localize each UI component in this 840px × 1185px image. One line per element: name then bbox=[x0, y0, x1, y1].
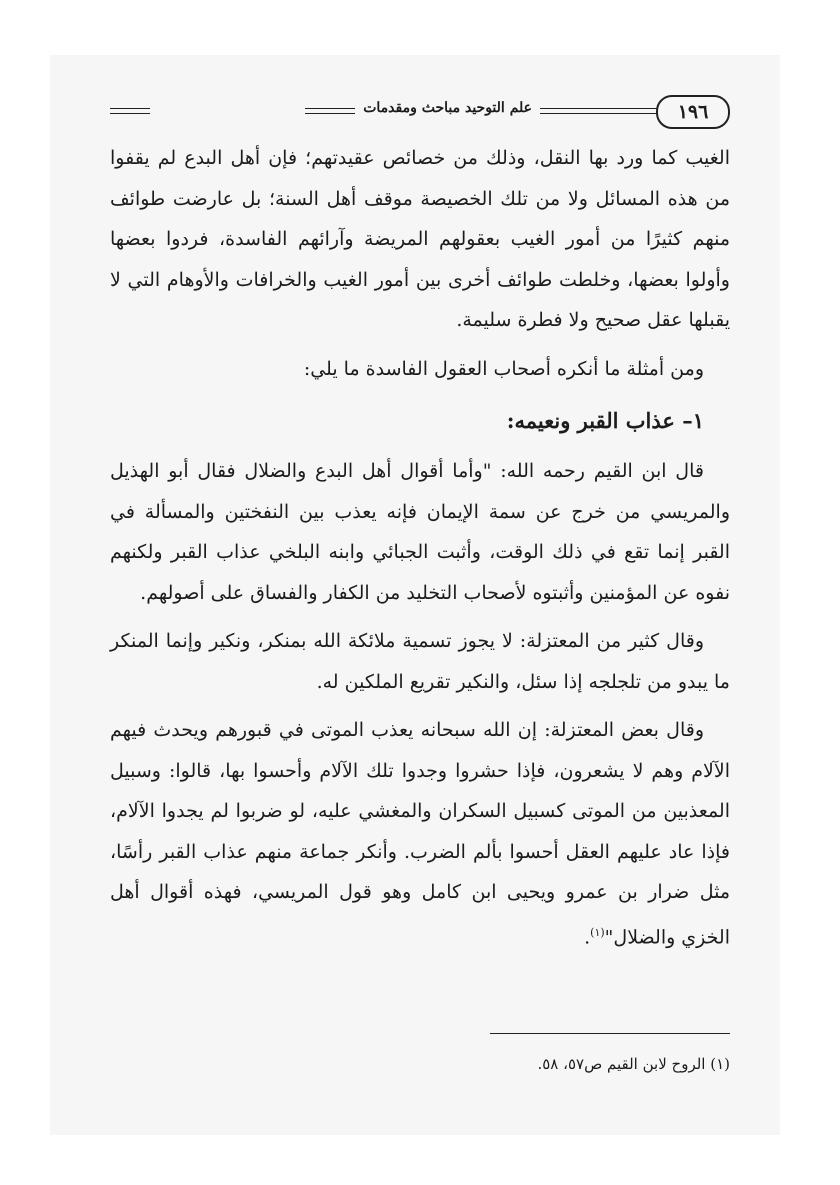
page-header bbox=[110, 95, 730, 135]
section-heading: ١– عذاب القبر ونعيمه: bbox=[506, 408, 704, 433]
paragraph-end: . bbox=[584, 925, 591, 948]
paragraph: وقال كثير من المعتزلة: لا يجوز تسمية ملائكة الله بمنكر، ونكير وإنما المنكر ما يبدو من تلجلجه إذا سئل، والنكير تقريع الملكين له. bbox=[110, 630, 730, 693]
paragraph: ومن أمثلة ما أنكره أصحاب العقول الفاسدة ما يلي: bbox=[303, 357, 704, 380]
footnote-reference: (١) bbox=[590, 925, 605, 939]
paragraph-text: وقال بعض المعتزلة: إن الله سبحانه يعذب الموتى في قبورهم ويحدث فيهم الآلام وهم لا يشعرون، فإذا حشروا وجدوا تلك الآلام وأحسوا بها، قالوا: وسبيل المعذبين من الموتى كسبيل السكران والمغشي عليه، لو ضربوا لم يجدوا الآلام، فإذا عاد عليهم العقل أحسوا بألم الضرب. وأنكر جماعة منهم عذاب القبر رأسًا، مثل ضرار بن عمرو ويحيى ابن كامل وهو قول المريسي، فهذه أقوال أهل الخزي والضلال" bbox=[110, 719, 730, 948]
page-number: ١٩٦ bbox=[656, 95, 730, 129]
paragraph bbox=[110, 710, 730, 957]
paragraph: قال ابن القيم رحمه الله: "وأما أقوال أهل البدع والضلال فقال أبو الهذيل والمريسي من خرج عن سمة الإيمان فإنه يعذب بين النفختين والمسألة في القبر إنما تقع في ذلك الوقت، وأثبت الجبائي وابنه البلخي عذاب القبر ولكنهم نفوه عن المؤمنين وأثبتوه لأصحاب التخليد من الكفار والفساق على أصولهم. bbox=[110, 460, 730, 604]
running-title: علم التوحيد مباحث ومقدمات bbox=[355, 100, 540, 116]
footnote: (١) الروح لابن القيم ص٥٧، ٥٨. bbox=[537, 1055, 730, 1073]
footnote-separator bbox=[490, 1033, 730, 1034]
paragraph: الغيب كما ورد بها النقل، وذلك من خصائص عقيدتهم؛ فإن أهل البدع لم يقفوا من هذه المسائل ولا من تلك الخصيصة موقف أهل السنة؛ بل عارضت طوائف منهم كثيرًا من أمور الغيب بعقولهم المريضة وآرائهم الفاسدة، فردوا بعضها وأولوا بعضها، وخلطت طوائف أخرى بين أمور الغيب والخرافات والأوهام التي لا يقبلها عقل صحيح ولا فطرة سليمة. bbox=[110, 147, 730, 331]
header-rule bbox=[110, 108, 150, 109]
header-rule bbox=[110, 113, 150, 114]
main-text bbox=[110, 138, 730, 957]
